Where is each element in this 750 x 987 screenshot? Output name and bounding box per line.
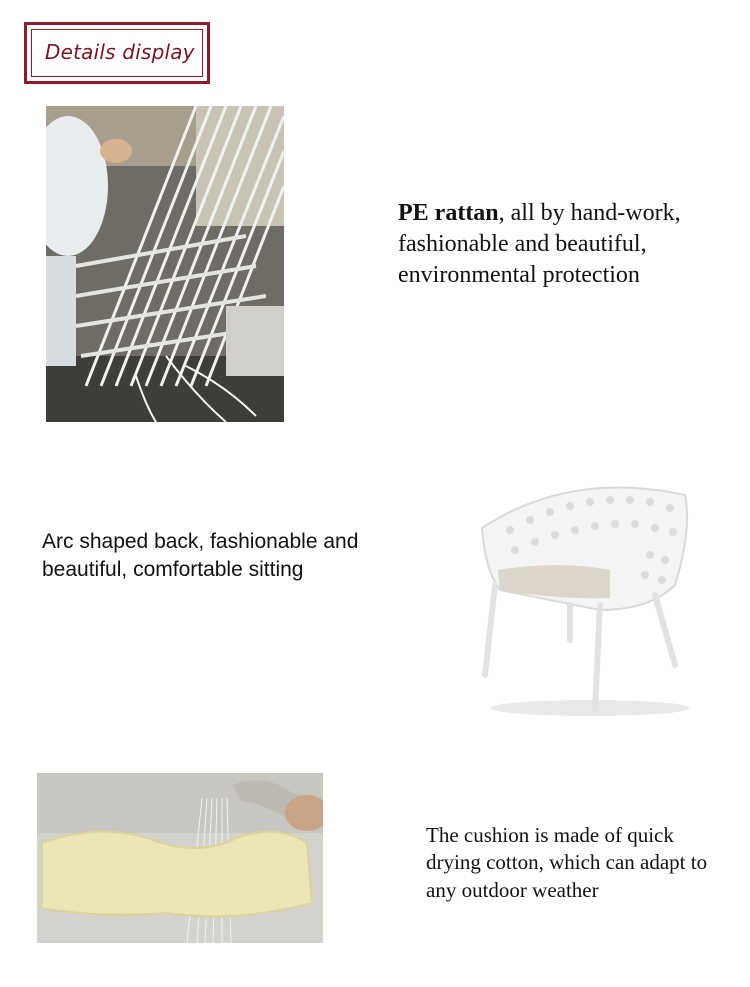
rattan-description (398, 198, 698, 292)
rattan-text: , all by hand-work, fashionable and beautiful, environmental protection (398, 200, 681, 289)
rattan-weaving-photo (46, 106, 284, 422)
white-rattan-chair-photo (470, 470, 710, 720)
quick-dry-cushion-foam-photo (37, 773, 323, 943)
chair-description: Arc shaped back, fashionable and beautiful, comfortable sitting (42, 530, 359, 581)
details-display-header (24, 22, 210, 84)
rattan-bold-lead: PE rattan (398, 200, 499, 226)
cushion-description: The cushion is made of quick drying cotton, which can adapt to any outdoor weather (426, 823, 708, 902)
header-title: Details display (45, 40, 195, 64)
